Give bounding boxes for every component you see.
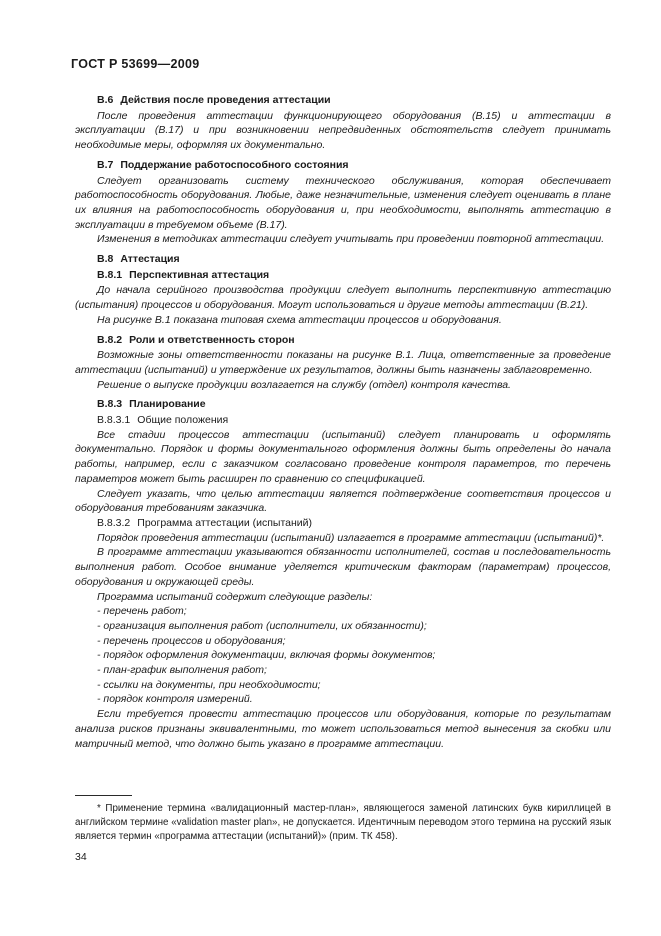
footnote: * Применение термина «валидационный мастер-план», являющегося заменой латинских букв кириллицей в английском термине «validation master plan», не допускается. Идентичным переводом этого термина на русский язык является термин «программа аттестации (испытаний)» (прим. ТК 458).	[75, 803, 611, 842]
list-item: - перечень процессов и оборудования;	[97, 634, 286, 647]
list-item: - план-график выполнения работ;	[97, 664, 267, 677]
paragraph: После проведения аттестации функционирующего оборудования (В.15) и аттестации в эксплуатации (В.17) и при возникновении непредвиденных обстоятельств следует принимать необходимые меры, оформляя их документально.	[75, 109, 611, 152]
list-item: - порядок оформления документации, включая формы документов;	[97, 649, 436, 662]
section-number: В.6	[97, 94, 114, 106]
paragraph: На рисунке В.1 показана типовая схема аттестации процессов и оборудования.	[97, 313, 502, 326]
paragraph: До начала серийного производства продукции следует выполнить перспективную аттестацию (испытания) процессов и оборудования. Могут использоваться и другие методы аттестации (В.21).	[75, 284, 611, 312]
section-heading	[97, 333, 611, 348]
section-heading	[97, 158, 611, 173]
paragraph: Если требуется провести аттестацию процессов или оборудования, которые по результатам анализа рисков признаны эквивалентными, то может использоваться метод вынесения за скобки или матричный метод, что должно быть указано в программе аттестации.	[75, 708, 611, 750]
section-number: В.8.3	[97, 398, 123, 411]
document-body	[75, 88, 611, 751]
footnote-rule	[75, 795, 132, 796]
list-item: - организация выполнения работ (исполнители, их обязанности);	[97, 619, 427, 632]
section-title: Поддержание работоспособного состояния	[120, 158, 349, 171]
section-title: Планирование	[129, 398, 206, 411]
section-number: В.7	[97, 158, 114, 171]
section-title: Перспективная аттестация	[129, 268, 270, 281]
paragraph: Следует организовать систему технического обслуживания, которая обеспечивает работоспособность оборудования. Любые, даже незначительные, изменения следует оценивать в плане их влияния на работоспособность оборудования и, при необходимости, выполнять аттестацию в эксплуатации в требуемом объеме (В.17).	[75, 174, 611, 231]
paragraph: Решение о выпуске продукции возлагается на службу (отдел) контроля качества.	[97, 378, 511, 391]
paragraph: В программе аттестации указываются обязанности исполнителей, состав и последовательность выполнения работ. Особое внимание уделяется критическим факторам (параметрам) процессов, оборудования и окружающей среды.	[75, 546, 611, 588]
section-heading	[97, 397, 611, 412]
list-item: - порядок контроля измерений.	[97, 693, 253, 706]
doc-code-header: ГОСТ Р 53699—2009	[71, 57, 200, 71]
paragraph: Следует указать, что целью аттестации является подтверждение соответствия процессов и оборудования требованиям заказчика.	[75, 487, 611, 515]
section-title: Аттестация	[120, 253, 180, 266]
paragraph: Все стадии процессов аттестации (испытаний) следует планировать и оформлять документально. Порядок и формы документального оформления должны быть определены до начала работы, например, если с заказчиком согласовано проведение контроля параметров, то перечень параметров может быть расширен по сравнению со спецификацией.	[75, 428, 611, 485]
section-heading	[97, 93, 611, 108]
section-number: В.8.3.2	[97, 516, 131, 529]
paragraph: Изменения в методиках аттестации следует учитывать при проведении повторной аттестации.	[97, 233, 605, 246]
section-subheading	[97, 516, 611, 531]
section-number: В.8.2	[97, 333, 123, 346]
list-item: - ссылки на документы, при необходимости;	[97, 678, 321, 691]
section-title: Роли и ответственность сторон	[129, 333, 295, 346]
paragraph: Порядок проведения аттестации (испытаний) излагается в программе аттестации (испытаний)*.	[97, 531, 605, 544]
section-heading	[97, 252, 611, 267]
section-number: В.8.3.1	[97, 414, 131, 427]
section-subheading	[97, 413, 611, 428]
section-title: Действия после проведения аттестации	[120, 94, 331, 106]
section-title: Программа аттестации (испытаний)	[137, 516, 313, 529]
list-item: - перечень работ;	[97, 605, 187, 618]
section-number: В.8	[97, 253, 114, 266]
section-title: Общие положения	[137, 414, 229, 427]
section-heading	[97, 268, 611, 283]
page-number: 34	[75, 851, 87, 863]
paragraph: Программа испытаний содержит следующие разделы:	[97, 590, 373, 603]
paragraph: Возможные зоны ответственности показаны на рисунке В.1. Лица, ответственные за проведение аттестации (испытаний) и утверждение их результатов, должны быть назначены заблаговременно.	[75, 349, 611, 376]
section-number: В.8.1	[97, 268, 123, 281]
